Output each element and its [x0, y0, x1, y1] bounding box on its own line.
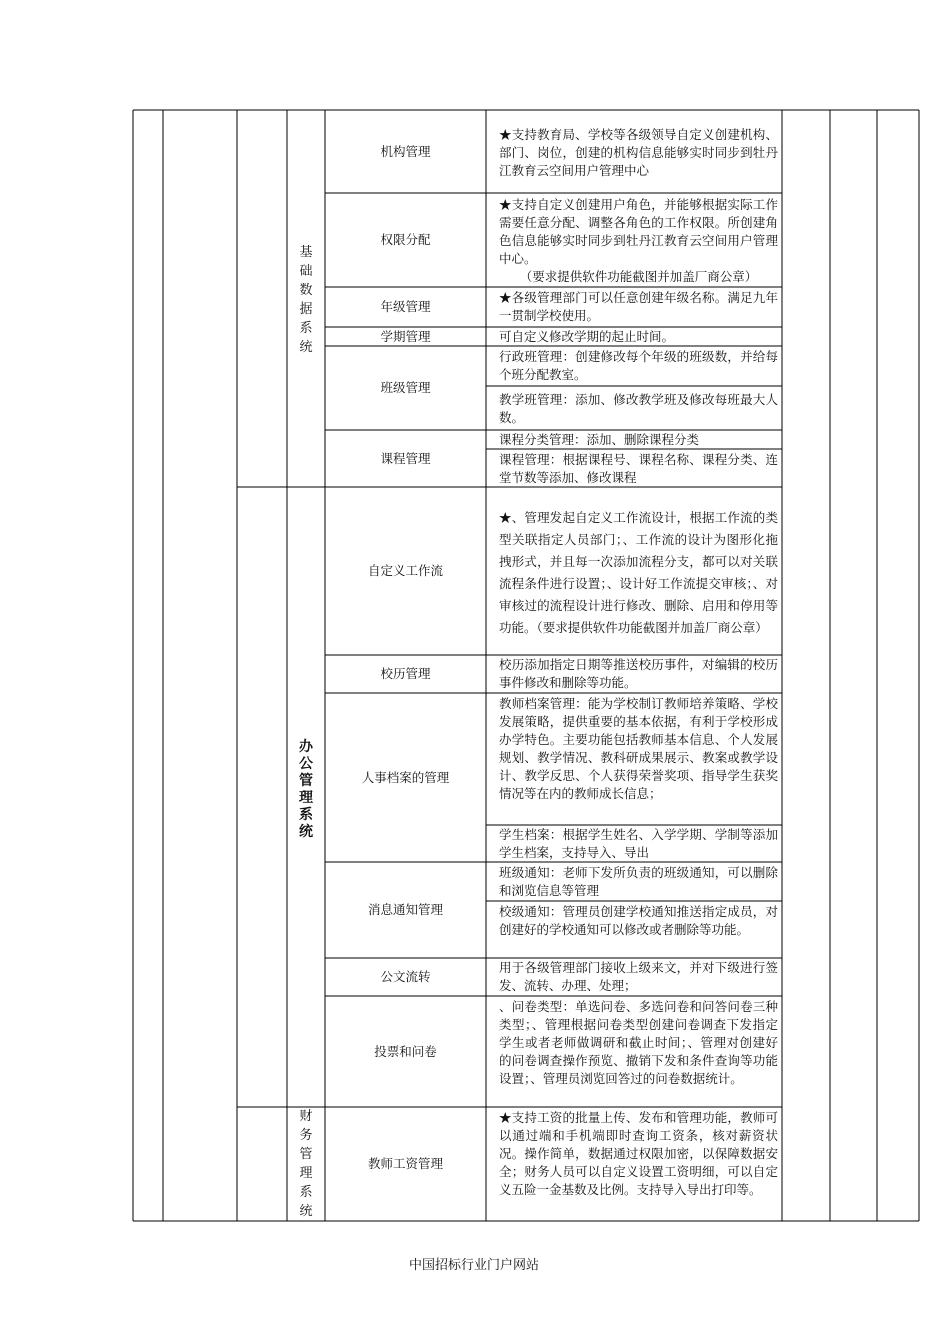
vertical-char: 统: [299, 340, 313, 355]
row-desc-workflow: ★、管理发起自定义工作流设计，根据工作流的类型关联指定人员部门；、工作流的设计为图形化拖拽形式，并且每一次添加流程分支，都可以对关联流程条件进行设置；、设计好工作流提交审核；、对审核过的流程设计进行修改、删除、启用和停用等功能。（要求提供软件功能截图并加盖厂商公章）: [499, 510, 778, 635]
row-name-calendar: 校历管理: [380, 666, 431, 681]
vertical-char: 系: [299, 321, 313, 336]
vertical-char: 财: [299, 1109, 313, 1124]
vertical-char: 管: [299, 1147, 313, 1162]
row-desc-notice-class: 班级通知：老师下发所负责的班级通知，可以删除和浏览信息等管理: [499, 865, 778, 898]
row-desc-grade: ★各级管理部门可以任意创建年级名称。满足九年一贯制学校使用。: [499, 290, 778, 323]
row-name-grade: 年级管理: [380, 299, 431, 314]
vertical-char: 理: [299, 1166, 313, 1181]
row-desc-class-teaching: 教学班管理：添加、修改教学班及修改每班最大人数。: [499, 392, 778, 425]
row-desc-org: ★支持教育局、学校等各级领导自定义创建机构、部门、岗位，创建的机构信息能够实时同步到牡丹江教育云空间用户管理中心: [499, 127, 778, 178]
vertical-char: 数: [299, 283, 313, 298]
vertical-char: 理: [299, 790, 313, 806]
row-desc-course: 课程管理：根据课程号、课程名称、课程分类、连堂节数等添加、修改课程: [499, 452, 778, 485]
vertical-char: 办: [299, 739, 313, 755]
section-finance-management: [287, 1107, 325, 1221]
vertical-char: 系: [299, 1185, 313, 1200]
row-name-class: 班级管理: [380, 380, 431, 395]
row-desc-hr-teacher: 教师档案管理：能为学校制订教师培养策略、学校发展策略，提供重要的基本依据，有利于学校形成办学特色。主要功能包括教师基本信息、个人发展规划、教学情况、教科研成果展示、教案或教学设计、教学反思、个人获得荣誉奖项、指导学生获奖情况等在内的教师成长信息；: [499, 696, 778, 801]
row-name-course: 课程管理: [380, 450, 431, 466]
row-desc-docflow: 用于各级管理部门接收上级来文，并对下级进行签发、流转、办理、处理；: [499, 960, 778, 993]
page-footer: 中国招标行业门户网站: [409, 1258, 540, 1273]
row-desc-class-admin: 行政班管理：创建修改每个年级的班级数，并给每个班分配教室。: [499, 349, 778, 382]
vertical-char: 管: [299, 773, 313, 789]
vertical-char: 务: [299, 1128, 313, 1143]
vertical-char: 系: [299, 807, 313, 823]
section-office-management: [287, 720, 325, 860]
row-name-hr: 人事档案的管理: [361, 769, 450, 785]
row-desc-perm: [486, 196, 782, 286]
row-name-org: 机构管理: [380, 143, 431, 159]
row-name-notice: 消息通知管理: [367, 902, 443, 917]
row-desc-salary: ★支持工资的批量上传、发布和管理功能，教师可以通过端和手机端即时查询工资条，核对薪资状况。操作简单，数据通过权限加密，以保障数据安全；财务人员可以自定义设置工资明细，可以自定义五险一金基数及比例。支持导入导出打印等。: [499, 1110, 778, 1197]
row-desc-term: 可自定义修改学期的起止时间。: [499, 329, 675, 344]
vertical-char: 础: [299, 264, 313, 279]
row-name-docflow: 公文流转: [380, 969, 431, 984]
row-desc-hr-student: 学生档案：根据学生姓名、入学学期、学制等添加学生档案，支持导入、导出: [499, 827, 778, 860]
vertical-char: 据: [299, 302, 313, 317]
row-desc-perm-text: ★支持自定义创建用户角色，并能够根据实际工作需要任意分配、调整各角色的工作权限。所创建角色信息能够实时同步到牡丹江教育云空间用户管理中心。: [499, 197, 778, 266]
row-desc-course-category: 课程分类管理：添加、删除课程分类: [499, 432, 700, 447]
vertical-char: 公: [299, 756, 313, 772]
row-name-perm: 权限分配: [380, 232, 431, 247]
vertical-char: 统: [299, 824, 313, 840]
row-name-vote: 投票和问卷: [374, 1043, 437, 1059]
row-desc-vote: 、问卷类型：单选问卷、多选问卷和问答问卷三种类型；、管理根据问卷类型创建问卷调查下发指定学生或者老师做调研和截止时间；、管理对创建好的问卷调查操作预览、撤销下发和条件查询等功能设置；、管理员浏览回答过的问卷数据统计。: [499, 999, 778, 1086]
row-name-term: 学期管理: [380, 328, 431, 344]
row-desc-perm-note: （要求提供软件功能截图并加盖厂商公章）: [519, 269, 758, 284]
row-desc-calendar: 校历添加指定日期等推送校历事件，对编辑的校历事件修改和删除等功能。: [499, 657, 778, 690]
section-basic-data: [287, 190, 325, 410]
vertical-char: 基: [299, 245, 313, 260]
row-name-salary: 教师工资管理: [367, 1156, 443, 1171]
row-name-workflow: 自定义工作流: [367, 563, 443, 578]
vertical-char: 统: [299, 1204, 313, 1219]
row-desc-notice-school: 校级通知：管理员创建学校通知推送指定成员，对创建好的学校通知可以修改或者删除等功能。: [499, 904, 778, 937]
